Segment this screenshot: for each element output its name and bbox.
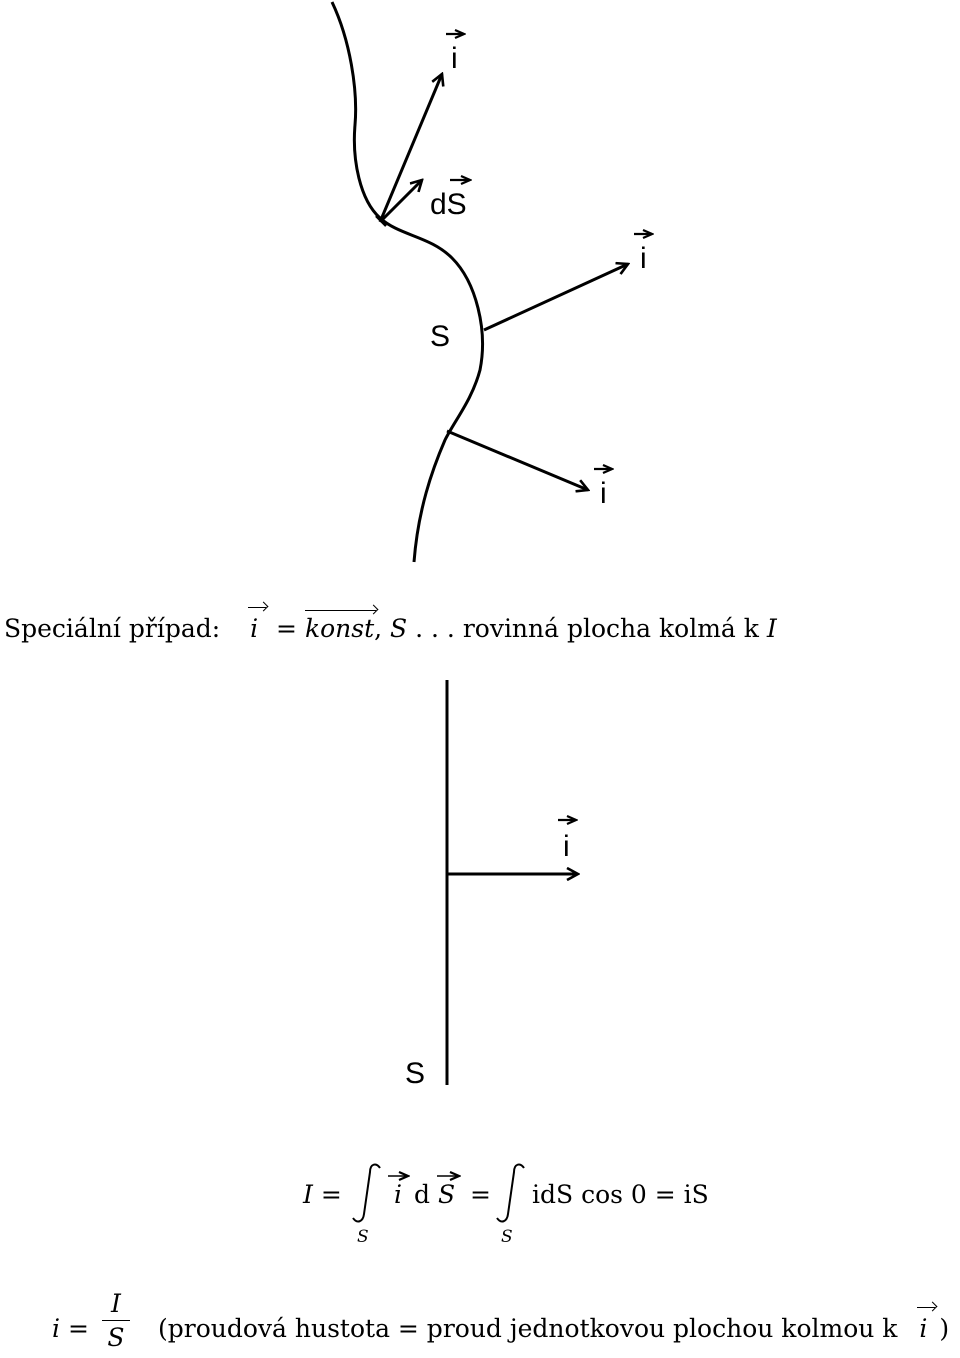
planar-label-i: i: [563, 830, 570, 863]
label-i-middle: i: [640, 242, 647, 275]
eq1-term-S: S: [438, 1180, 456, 1209]
special-case-S: S: [390, 614, 408, 643]
eq1-term2: idS cos 0 = iS: [532, 1180, 709, 1209]
eq2-numerator: I: [111, 1289, 121, 1318]
label-i-bottom: i: [600, 477, 607, 510]
special-case-comma: ,: [374, 614, 391, 643]
eq1-term-i: i: [394, 1180, 402, 1209]
special-case-suffix: . . . rovinná plocha kolmá k: [407, 614, 767, 643]
label-dS: dS: [430, 188, 467, 221]
eq1-int-sub-1: S: [357, 1227, 369, 1247]
special-case-eq: =: [268, 614, 305, 643]
label-S: S: [430, 320, 451, 353]
integral-sign-2: [497, 1165, 524, 1222]
eq2-fraction: [100, 1288, 132, 1355]
planar-label-S: S: [405, 1057, 426, 1090]
eq2-explanation-line: [158, 1316, 949, 1341]
eq1-lhs: I =: [303, 1180, 342, 1209]
special-case-I: I: [766, 614, 777, 643]
special-case-prefix: Speciální případ:: [4, 614, 229, 643]
special-case-vec-i: i: [250, 614, 259, 643]
eq1-int-sub-2: S: [501, 1227, 513, 1247]
eq2-explanation: (proudová hustota = proud jednotkovou plochou kolmou k: [158, 1314, 906, 1343]
eq2-denominator: S: [107, 1323, 125, 1352]
eq1-eq2: =: [470, 1180, 491, 1209]
eq1-term-d: d: [414, 1180, 431, 1209]
eq2-close: ): [939, 1314, 950, 1343]
label-i-top: i: [451, 42, 458, 75]
special-case-konst: konst: [304, 614, 375, 643]
eq2-vec-i: i: [919, 1314, 928, 1343]
integral-sign-1: [353, 1165, 380, 1222]
eq2-lhs: i =: [52, 1314, 89, 1343]
